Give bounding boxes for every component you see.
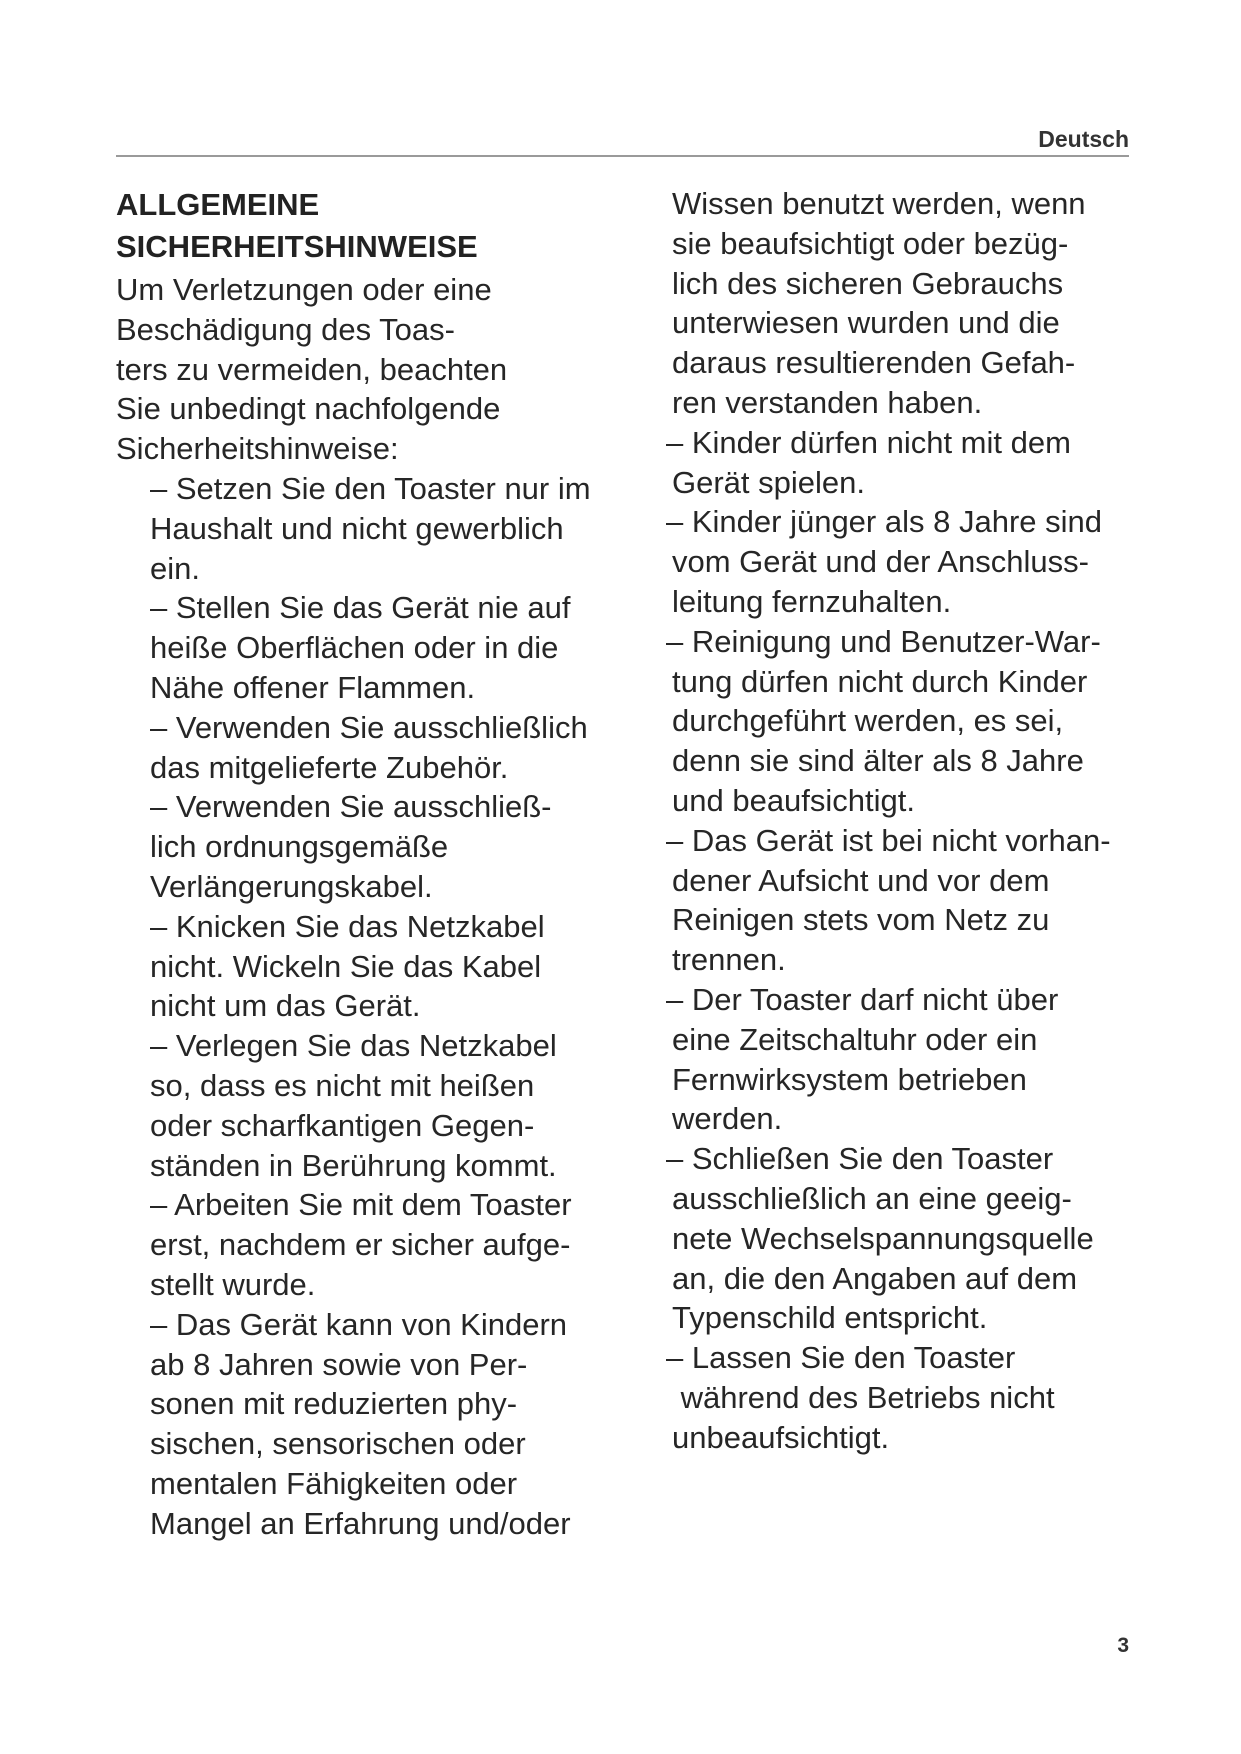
list-line: mentalen Fähigkeiten oder: [150, 1465, 518, 1501]
section-title-line: SICHERHEITSHINWEISE: [116, 229, 478, 264]
list-line: durchgeführt werden, es sei,: [672, 703, 1064, 739]
list-line: lich ordnungsgemäße: [150, 829, 449, 865]
list-line: trennen.: [672, 942, 786, 978]
list-line: Nähe offener Flammen.: [150, 669, 476, 705]
list-line: – Lassen Sie den Toaster: [666, 1340, 1016, 1376]
list-line: daraus resultierenden Gefah-: [672, 345, 1076, 381]
list-line: heiße Oberflächen oder in die: [150, 630, 559, 666]
list-line: – Schließen Sie den Toaster: [666, 1141, 1054, 1177]
list-line: unbeaufsichtigt.: [672, 1419, 890, 1455]
list-line: nicht um das Gerät.: [150, 988, 421, 1024]
list-line: werden.: [672, 1101, 783, 1137]
list-line: nete Wechselspannungsquelle: [672, 1220, 1094, 1256]
list-line: – Knicken Sie das Netzkabel: [150, 908, 545, 944]
list-line: ab 8 Jahren sowie von Per-: [150, 1346, 528, 1382]
list-line: Haushalt und nicht gewerblich: [150, 510, 564, 546]
list-line: – Kinder dürfen nicht mit dem: [666, 424, 1071, 460]
list-line: – Reinigung und Benutzer-War-: [666, 623, 1101, 659]
left-column: [116, 184, 646, 1544]
intro-paragraph: [116, 270, 646, 469]
intro-line: Um Verletzungen oder eine: [116, 272, 492, 307]
list-line: Reinigen stets vom Netz zu: [672, 902, 1050, 938]
list-line: Verlängerungskabel.: [150, 868, 433, 904]
section-title-line: ALLGEMEINE: [116, 187, 320, 222]
list-line: leitung fernzuhalten.: [672, 583, 952, 619]
list-line: tung dürfen nicht durch Kinder: [672, 663, 1088, 699]
list-line: Gerät spielen.: [672, 464, 865, 500]
safety-list-left: [116, 469, 646, 1544]
list-line: ständen in Berührung kommt.: [150, 1147, 557, 1183]
list-line: und beaufsichtigt.: [672, 782, 916, 818]
list-line: – Der Toaster darf nicht über: [666, 981, 1059, 1017]
list-line: sischen, sensorischen oder: [150, 1426, 526, 1462]
list-line: ausschließlich an eine geeig-: [672, 1180, 1072, 1216]
list-line: sie beaufsichtigt oder bezüg-: [672, 225, 1069, 261]
list-line: – Verlegen Sie das Netzkabel: [150, 1028, 557, 1064]
list-line: Fernwirksystem betrieben: [672, 1061, 1027, 1097]
intro-line: Beschädigung des Toas-: [116, 311, 455, 347]
list-line: – Setzen Sie den Toaster nur im: [150, 470, 591, 506]
list-line: während des Betriebs nicht: [672, 1379, 1055, 1415]
intro-line: Sie unbedingt nachfolgende: [116, 391, 501, 427]
intro-line: ters zu vermeiden, beachten: [116, 351, 508, 387]
list-line: erst, nachdem er sicher aufge-: [150, 1227, 571, 1263]
list-line: ren verstanden haben.: [672, 384, 983, 420]
list-line: Wissen benutzt werden, wenn: [672, 186, 1086, 221]
list-line: eine Zeitschaltuhr oder ein: [672, 1021, 1038, 1057]
list-line: nicht. Wickeln Sie das Kabel: [150, 948, 542, 984]
list-line: an, die den Angaben auf dem: [672, 1260, 1078, 1296]
header-divider: [116, 155, 1129, 157]
list-line: – Verwenden Sie ausschließ-: [150, 789, 552, 825]
list-line: unterwiesen wurden und die: [672, 305, 1060, 341]
list-line: oder scharfkantigen Gegen-: [150, 1107, 535, 1143]
list-line: – Verwenden Sie ausschließlich: [150, 709, 588, 745]
right-column: [666, 184, 1152, 1458]
list-line: denn sie sind älter als 8 Jahre: [672, 743, 1084, 779]
list-line: – Stellen Sie das Gerät nie auf: [150, 590, 571, 626]
header-language-label: Deutsch: [1038, 126, 1129, 152]
page-number: 3: [1117, 1634, 1129, 1657]
list-line: das mitgelieferte Zubehör.: [150, 749, 509, 785]
list-line: – Das Gerät kann von Kindern: [150, 1306, 568, 1342]
list-line: vom Gerät und der Anschluss-: [672, 544, 1089, 580]
list-line: sonen mit reduzierten phy-: [150, 1386, 518, 1422]
list-line: – Das Gerät ist bei nicht vorhan-: [666, 822, 1111, 858]
list-line: Typenschild entspricht.: [672, 1300, 988, 1336]
list-line: – Kinder jünger als 8 Jahre sind: [666, 504, 1102, 540]
list-line: so, dass es nicht mit heißen: [150, 1067, 535, 1103]
list-line: ein.: [150, 550, 200, 586]
list-line: – Arbeiten Sie mit dem Toaster: [150, 1187, 572, 1223]
list-line: dener Aufsicht und vor dem: [672, 862, 1050, 898]
list-line: stellt wurde.: [150, 1266, 316, 1302]
section-title: [116, 184, 646, 268]
list-line: Mangel an Erfahrung und/oder: [150, 1505, 571, 1541]
list-line: lich des sicheren Gebrauchs: [672, 265, 1064, 301]
intro-line: Sicherheitshinweise:: [116, 431, 399, 467]
